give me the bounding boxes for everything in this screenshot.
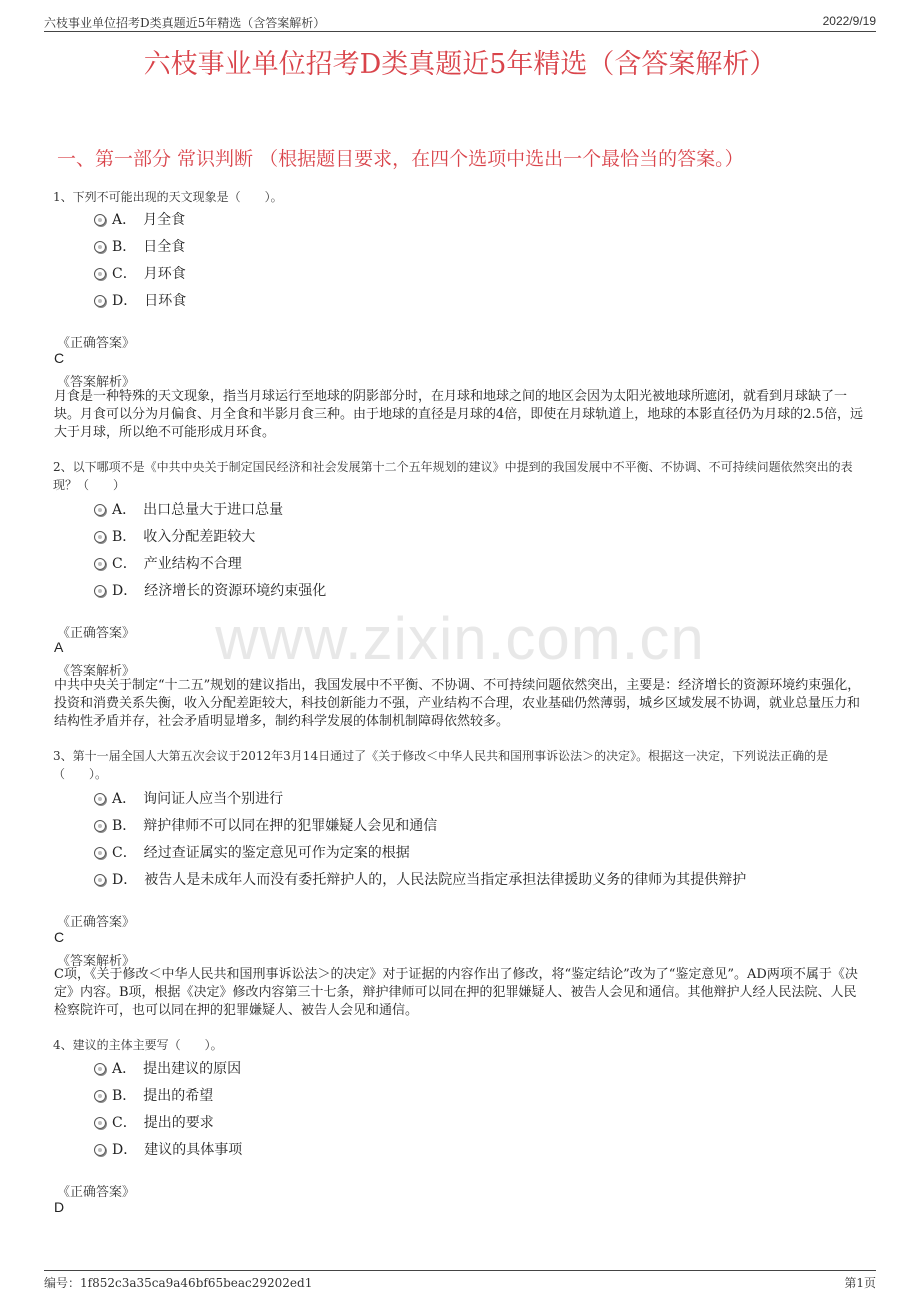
document-id: 编号：1f852c3a35ca9a46bf65beac29202ed1 bbox=[44, 1276, 313, 1290]
radio-icon[interactable] bbox=[94, 214, 106, 226]
question-1-option-c[interactable]: C． 月环食 bbox=[94, 263, 186, 283]
question-4-option-c[interactable]: C． 提出的要求 bbox=[94, 1112, 214, 1132]
explanation-label: 《答案解析》 bbox=[57, 954, 136, 969]
page-number: 第1页 bbox=[844, 1276, 876, 1290]
document-title: 六枝事业单位招考D类真题近5年精选（含答案解析） bbox=[143, 49, 777, 80]
radio-icon[interactable] bbox=[94, 1063, 106, 1075]
radio-icon[interactable] bbox=[94, 1090, 106, 1102]
question-2-answer: A bbox=[54, 639, 64, 655]
radio-icon[interactable] bbox=[94, 268, 106, 280]
question-1-option-b[interactable]: B． 日全食 bbox=[94, 236, 185, 256]
radio-icon[interactable] bbox=[94, 1117, 106, 1129]
answer-label: 《正确答案》 bbox=[57, 915, 136, 930]
question-1-answer: C bbox=[54, 350, 65, 366]
radio-icon[interactable] bbox=[94, 531, 106, 543]
question-1-stem: 1、下列不可能出现的天文现象是（ ）。 bbox=[53, 190, 283, 204]
question-2-explanation: 中共中央关于制定“十二五”规划的建议指出，我国发展中不平衡、不协调、不可持续问题依然突出，主要是：经济增长的资源环境约束强化，投资和消费关系失衡，收入分配差距较大，科技创新能力不强，产业结构不合理，农业基础仍然薄弱，城乡区域发展不协调，就业总量压力和结构性矛盾并存，社会矛盾明显增多，制约科学发展的体制机制障碍依然较多。 bbox=[54, 678, 861, 729]
radio-icon[interactable] bbox=[94, 820, 106, 832]
explanation-label: 《答案解析》 bbox=[57, 664, 136, 679]
question-3-stem: 3、第十一届全国人大第五次会议于2012年3月14日通过了《关于修改＜中华人民共和国刑事诉讼法＞的决定》。根据这一决定，下列说法正确的是（ ）。 bbox=[53, 749, 829, 781]
question-2-stem: 2、以下哪项不是《中共中央关于制定国民经济和社会发展第十二个五年规划的建议》中提到的我国发展中不平衡、不协调、不可持续问题依然突出的表现？（ ） bbox=[53, 460, 853, 492]
radio-icon[interactable] bbox=[94, 1144, 106, 1156]
question-3-option-a[interactable]: A． 询问证人应当个别进行 bbox=[94, 788, 283, 808]
question-1-explanation: 月食是一种特殊的天文现象，指当月球运行至地球的阴影部分时，在月球和地球之间的地区会因为太阳光被地球所遮闭，就看到月球缺了一块。月食可以分为月偏食、月全食和半影月食三种。由于地球的直径是月球的4倍，即使在月球轨道上，地球的本影直径仍为月球的2.5倍，远大于月球，所以绝不可能形成月环食。 bbox=[54, 389, 863, 440]
watermark: www.zixin.com.cn bbox=[215, 605, 705, 672]
radio-icon[interactable] bbox=[94, 847, 106, 859]
question-3-option-c[interactable]: C． 经过查证属实的鉴定意见可作为定案的根据 bbox=[94, 842, 410, 862]
page-header bbox=[44, 12, 876, 32]
explanation-label: 《答案解析》 bbox=[57, 375, 136, 390]
question-2-option-c[interactable]: C． 产业结构不合理 bbox=[94, 553, 242, 573]
question-3-option-b[interactable]: B． 辩护律师不可以同在押的犯罪嫌疑人会见和通信 bbox=[94, 815, 437, 835]
question-4-option-b[interactable]: B． 提出的希望 bbox=[94, 1085, 213, 1105]
question-4-option-d[interactable]: D． 建议的具体事项 bbox=[94, 1139, 242, 1159]
header-title: 六枝事业单位招考D类真题近5年精选（含答案解析） bbox=[44, 16, 326, 30]
answer-label: 《正确答案》 bbox=[57, 336, 136, 351]
radio-icon[interactable] bbox=[94, 504, 106, 516]
question-2-option-b[interactable]: B． 收入分配差距较大 bbox=[94, 526, 255, 546]
radio-icon[interactable] bbox=[94, 874, 106, 886]
page-footer bbox=[44, 1270, 876, 1290]
question-1-option-a[interactable]: A． 月全食 bbox=[94, 209, 185, 229]
question-3-option-d[interactable]: D． 被告人是未成年人而没有委托辩护人的，人民法院应当指定承担法律援助义务的律师为其提供辩护 bbox=[94, 869, 746, 889]
radio-icon[interactable] bbox=[94, 585, 106, 597]
question-4-option-a[interactable]: A． 提出建议的原因 bbox=[94, 1058, 241, 1078]
header-date: 2022/9/19 bbox=[822, 14, 876, 28]
section-heading: 一、第一部分 常识判断 （根据题目要求，在四个选项中选出一个最恰当的答案。） bbox=[57, 148, 744, 170]
radio-icon[interactable] bbox=[94, 295, 106, 307]
question-1-option-d[interactable]: D． 日环食 bbox=[94, 290, 186, 310]
radio-icon[interactable] bbox=[94, 558, 106, 570]
question-4-answer: D bbox=[54, 1199, 65, 1215]
question-3-explanation: C项，《关于修改＜中华人民共和国刑事诉讼法＞的决定》对于证据的内容作出了修改，将“鉴定结论”改为了“鉴定意见”。AD两项不属于《决定》内容。B项，根据《决定》修改内容第三十七条，辩护律师可以同在押的犯罪嫌疑人、被告人会见和通信。其他辩护人经人民法院、人民检察院许可，也可以同在押的犯罪嫌疑人、被告人会见和通信。 bbox=[54, 967, 858, 1018]
answer-label: 《正确答案》 bbox=[57, 626, 136, 641]
radio-icon[interactable] bbox=[94, 793, 106, 805]
question-4-stem: 4、建议的主体主要写（ ）。 bbox=[53, 1038, 223, 1052]
question-2-option-d[interactable]: D． 经济增长的资源环境约束强化 bbox=[94, 580, 326, 600]
question-2-option-a[interactable]: A． 出口总量大于进口总量 bbox=[94, 499, 283, 519]
question-3-answer: C bbox=[54, 929, 65, 945]
answer-label: 《正确答案》 bbox=[57, 1185, 136, 1200]
radio-icon[interactable] bbox=[94, 241, 106, 253]
